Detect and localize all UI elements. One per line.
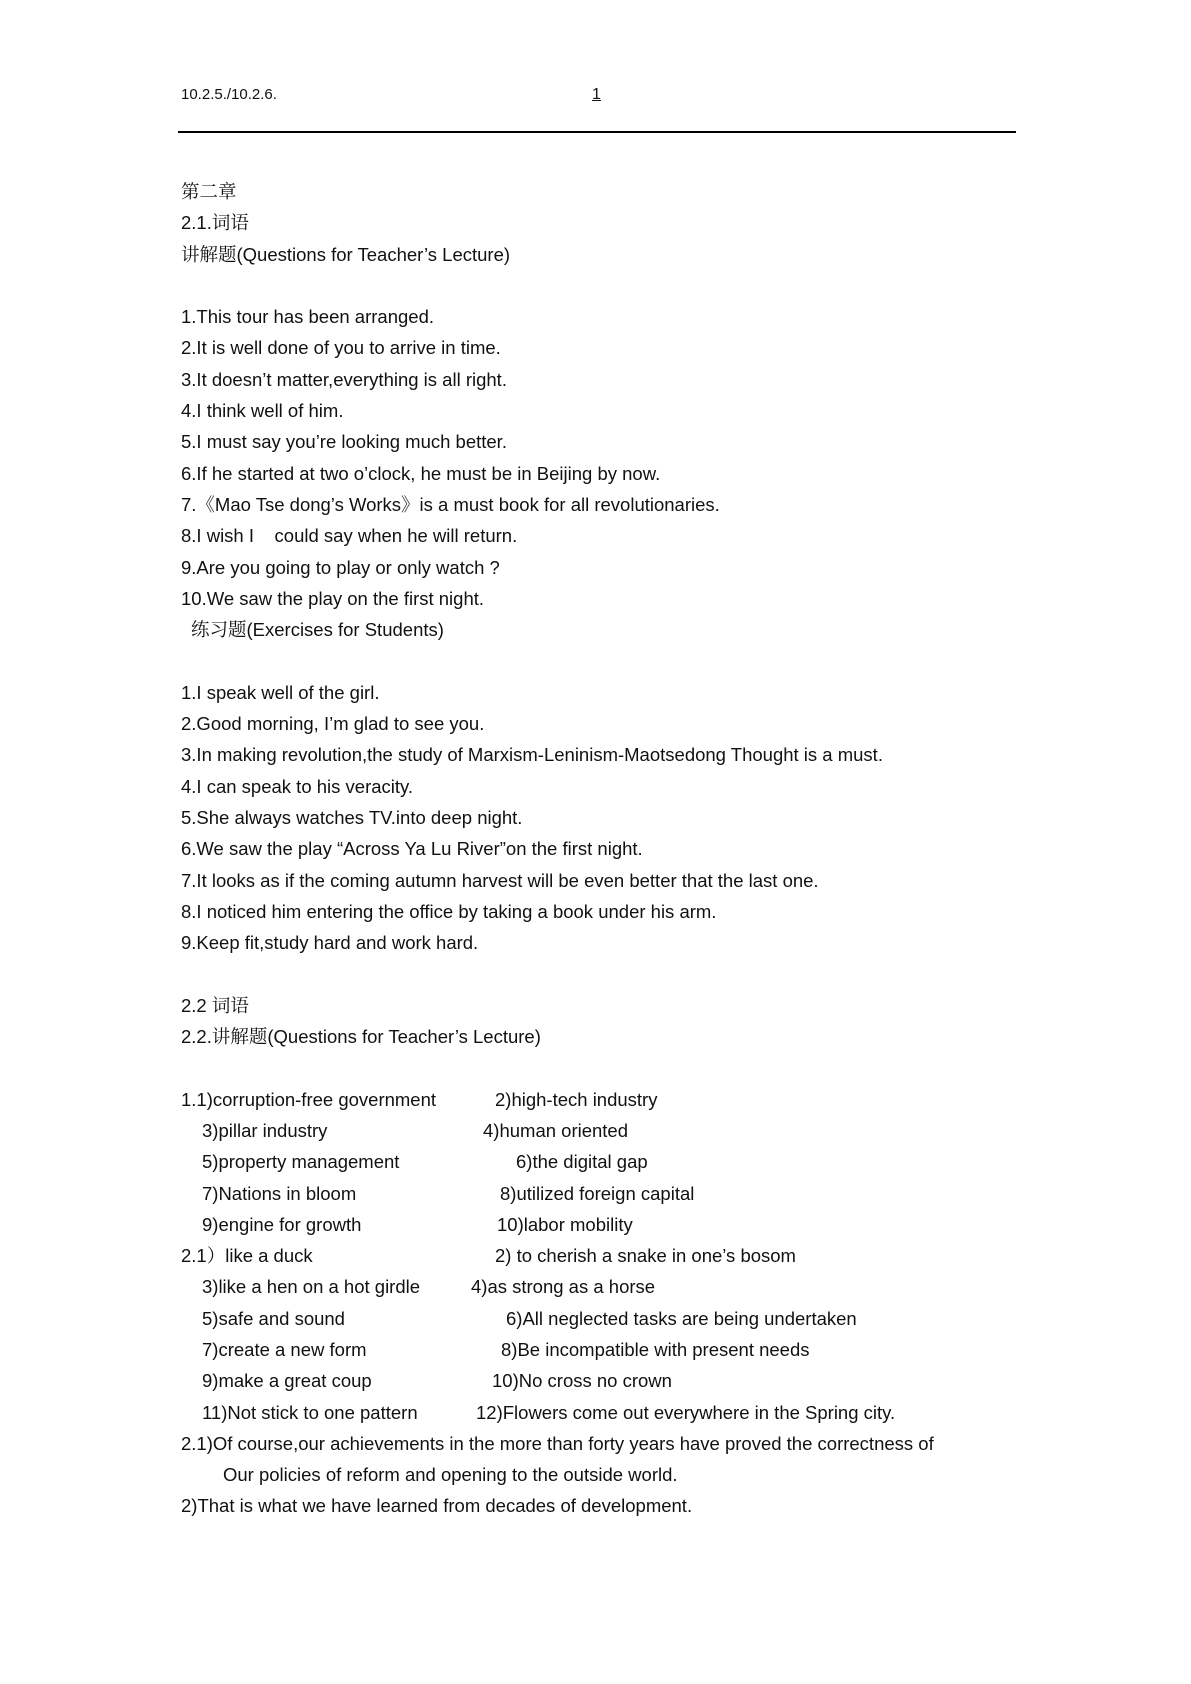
exercise-heading: 练习题(Exercises for Students) (191, 619, 444, 641)
list-item: 10.We saw the play on the first night. (181, 587, 485, 609)
list-item: 9.Keep fit,study hard and work hard. (181, 932, 479, 954)
term-left: 5)safe and sound (202, 1307, 345, 1329)
term-pair-row (181, 1146, 1011, 1177)
term-pair-row (181, 1271, 1011, 1302)
term-right: 2)high-tech industry (495, 1088, 658, 1110)
term-left: 9)engine for growth (202, 1213, 362, 1235)
term-right: 8)utilized foreign capital (500, 1182, 695, 1204)
list-item: 3.In making revolution,the study of Marxism-Leninism-Maotsedong Thought is a must. (181, 744, 883, 766)
sentence-continuation: Our policies of reform and opening to the outside world. (223, 1464, 678, 1486)
term-pair-row (181, 1084, 1011, 1115)
list-item: 6.We saw the play “Across Ya Lu River”on the first night. (181, 838, 643, 860)
list-item: 3.It doesn’t matter,everything is all right. (181, 368, 507, 390)
list-item: 1.I speak well of the girl. (181, 681, 380, 703)
term-right: 12)Flowers come out everywhere in the Spring city. (476, 1401, 896, 1423)
term-left: 9)make a great coup (202, 1370, 372, 1392)
term-right: 4)as strong as a horse (471, 1276, 656, 1298)
list-item: 1.This tour has been arranged. (181, 306, 434, 328)
list-item: 5.I must say you’re looking much better. (181, 431, 507, 453)
term-pair-row (181, 1397, 1011, 1428)
term-left: 11)Not stick to one pattern (202, 1401, 418, 1423)
term-right: 10)labor mobility (497, 1213, 633, 1235)
list-item: 6.If he started at two o’clock, he must be in Beijing by now. (181, 462, 661, 484)
chapter-title: 第二章 (181, 181, 237, 202)
list-item: 4.I can speak to his veracity. (181, 775, 414, 797)
header-reference: 10.2.5./10.2.6. (181, 86, 277, 103)
list-item: 9.Are you going to play or only watch ? (181, 556, 500, 578)
term-pair-row (181, 1178, 1011, 1209)
term-pair-row (181, 1240, 1011, 1271)
lecture-heading: 讲解题(Questions for Teacher’s Lecture) (181, 243, 511, 265)
header-divider (178, 131, 1016, 133)
term-left: 5)property management (202, 1151, 400, 1173)
term-pair-row (181, 1365, 1011, 1396)
term-pair-row (181, 1334, 1011, 1365)
section-title: 2.1.词语 (181, 212, 249, 234)
list-item: 2.It is well done of you to arrive in time. (181, 337, 501, 359)
term-left: 7)create a new form (202, 1338, 367, 1360)
sentence: 2)That is what we have learned from decades of development. (181, 1495, 693, 1517)
term-right: 2) to cherish a snake in one’s bosom (495, 1245, 796, 1267)
term-pair-row (181, 1303, 1011, 1334)
term-left: 3)like a hen on a hot girdle (202, 1276, 421, 1298)
header-page-number: 1 (592, 86, 601, 103)
list-item: 5.She always watches TV.into deep night. (181, 806, 523, 828)
list-item: 8.I wish I could say when he will return. (181, 525, 518, 547)
list-item: 7.《Mao Tse dong’s Works》is a must book for all revolutionaries. (181, 493, 720, 515)
term-left: 1.1)corruption-free government (181, 1088, 437, 1110)
list-item: 8.I noticed him entering the office by taking a book under his arm. (181, 900, 717, 922)
lecture-heading: 2.2.讲解题(Questions for Teacher’s Lecture) (181, 1026, 541, 1048)
term-left: 3)pillar industry (202, 1119, 328, 1141)
term-pair-row (181, 1115, 1011, 1146)
term-right: 6)All neglected tasks are being undertaken (506, 1307, 857, 1329)
term-right: 10)No cross no crown (492, 1370, 672, 1392)
list-item: 4.I think well of him. (181, 400, 344, 422)
term-right: 6)the digital gap (516, 1151, 648, 1173)
list-item: 2.Good morning, I’m glad to see you. (181, 713, 485, 735)
list-item: 7.It looks as if the coming autumn harvest will be even better that the last one. (181, 869, 819, 891)
term-right: 8)Be incompatible with present needs (501, 1338, 810, 1360)
document-body (181, 176, 1011, 1522)
sentence: 2.1)Of course,our achievements in the more than forty years have proved the correctness of (181, 1432, 934, 1454)
term-pair-row (181, 1209, 1011, 1240)
term-right: 4)human oriented (483, 1119, 629, 1141)
term-left: 7)Nations in bloom (202, 1182, 357, 1204)
term-left: 2.1）like a duck (181, 1245, 313, 1267)
section-title: 2.2 词语 (181, 994, 249, 1016)
